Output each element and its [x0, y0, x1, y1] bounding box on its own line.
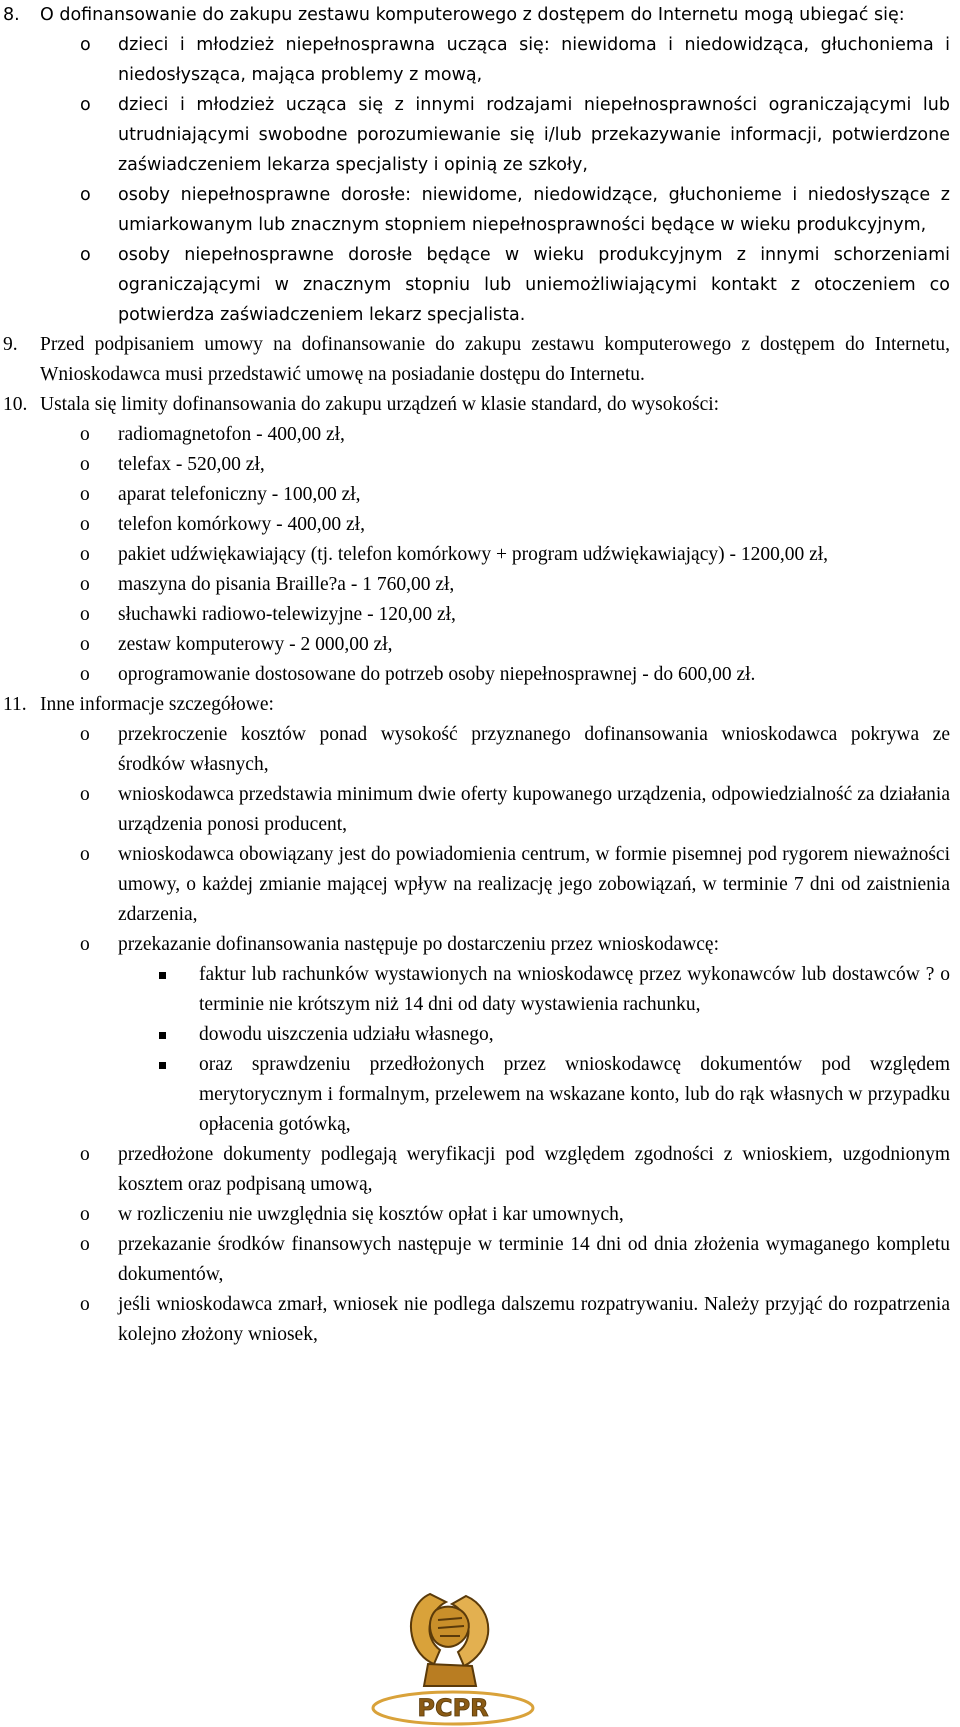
list-item: o telefon komórkowy - 400,00 zł, [0, 510, 960, 540]
list-item: o słuchawki radiowo-telewizyjne - 120,00 zł, [0, 600, 960, 630]
list-item: o osoby niepełnosprawne dorosłe: niewidome, niedowidzące, głuchonieme i niedosłyszące z umiarkowanym lub znacznym stopniem niepełnosprawności będące w wieku produkcyjnym, [0, 180, 960, 240]
bullet-marker: o [80, 1294, 90, 1315]
bullet-marker: o [80, 844, 90, 865]
list-item: o przedłożone dokumenty podlegają weryfikacji pod względem zgodności z wnioskiem, uzgodnionym kosztem oraz podpisaną umową, [0, 1140, 960, 1200]
list-item: o przekroczenie kosztów ponad wysokość przyznanego dofinansowania wnioskodawca pokrywa ze środków własnych, [0, 720, 960, 780]
list-item: o osoby niepełnosprawne dorosłe będące w wieku produkcyjnym z innymi schorzeniami ograniczającymi w znacznym stopniu lub uniemożliwiającymi kontakt z otoczeniem co potwierdza zaświadczeniem lekarz specjalista. [0, 240, 960, 330]
list-item: o radiomagnetofon - 400,00 zł, [0, 420, 960, 450]
bullet-marker: o [80, 544, 90, 565]
list-item: o wnioskodawca przedstawia minimum dwie oferty kupowanego urządzenia, odpowiedzialność za działania urządzenia ponosi producent, [0, 780, 960, 840]
list-item: o przekazanie środków finansowych następuje w terminie 14 dni od dnia złożenia wymaganego kompletu dokumentów, [0, 1230, 960, 1290]
signing-hands-icon [411, 1594, 488, 1686]
list-item: o aparat telefoniczny - 100,00 zł, [0, 480, 960, 510]
section-text: O dofinansowanie do zakupu zestawu komputerowego z dostępem do Internetu mogą ubiegać się: [40, 5, 905, 25]
list-item: o telefax - 520,00 zł, [0, 450, 960, 480]
list-item: o w rozliczeniu nie uwzględnia się kosztów opłat i kar umownych, [0, 1200, 960, 1230]
sub-list-item: oraz sprawdzeniu przedłożonych przez wnioskodawcę dokumentów pod względem merytorycznym i formalnym, przelewem na wskazane konto, lub do rąk własnych w przypadku opłacenia gotówką, [0, 1050, 960, 1140]
bullet-marker: o [80, 514, 90, 535]
section-number: 11. [3, 694, 27, 715]
section-text: Przed podpisaniem umowy na dofinansowanie do zakupu zestawu komputerowego z dostępem do Internetu, Wnioskodawca musi przedstawić umowę na posiadanie dostępu do Internetu. [40, 334, 950, 385]
bullet-marker: o [80, 604, 90, 625]
section-number: 8. [3, 5, 20, 25]
bullet-marker: o [80, 35, 91, 55]
bullet-marker: o [80, 664, 90, 685]
section-text: Ustala się limity dofinansowania do zakupu urządzeń w klasie standard, do wysokości: [40, 394, 720, 415]
bullet-marker: o [80, 1144, 90, 1165]
section-number: 10. [3, 394, 28, 415]
bullet-marker: o [80, 574, 90, 595]
bullet-marker: o [80, 245, 91, 265]
bullet-marker: o [80, 784, 90, 805]
bullet-marker: o [80, 934, 90, 955]
sub-list-item: faktur lub rachunków wystawionych na wnioskodawcę przez wykonawców lub dostawców ? o terminie nie krótszym niż 14 dni od daty wystawienia rachunku, [0, 960, 960, 1020]
bullet-marker: o [80, 185, 91, 205]
list-item: o dzieci i młodzież ucząca się z innymi rodzajami niepełnosprawności ograniczającymi lub utrudniającymi swobodne porozumiewanie się i/lub przekazywanie informacji, potwierdzone zaświadczeniem lekarza specjalisty i opinią ze szkoły, [0, 90, 960, 180]
square-bullet-icon [159, 972, 166, 979]
list-item: o jeśli wnioskodawca zmarł, wniosek nie podlega dalszemu rozpatrywaniu. Należy przyjąć do rozpatrzenia kolejno złożony wniosek, [0, 1290, 960, 1350]
pcpr-logo [368, 1590, 538, 1727]
section-8 [0, 0, 960, 30]
bullet-marker: o [80, 424, 90, 445]
logo-text: PCPR [417, 1694, 489, 1722]
bullet-marker: o [80, 1234, 90, 1255]
list-item: o pakiet udźwiękawiający (tj. telefon komórkowy + program udźwiękawiający) - 1200,00 zł, [0, 540, 960, 570]
list-item: o wnioskodawca obowiązany jest do powiadomienia centrum, w formie pisemnej pod rygorem nieważności umowy, o każdej zmianie mającej wpływ na realizację jego zobowiązań, w terminie 7 dni od zaistnienia zdarzenia, [0, 840, 960, 930]
section-9 [0, 330, 960, 390]
list-item: o maszyna do pisania Braille?a - 1 760,00 zł, [0, 570, 960, 600]
bullet-marker: o [80, 454, 90, 475]
bullet-marker: o [80, 1204, 90, 1225]
list-item: o zestaw komputerowy - 2 000,00 zł, [0, 630, 960, 660]
bullet-marker: o [80, 484, 90, 505]
section-number: 9. [3, 334, 18, 355]
list-item: o przekazanie dofinansowania następuje po dostarczeniu przez wnioskodawcę: [0, 930, 960, 960]
square-bullet-icon [159, 1062, 166, 1069]
section-text: Inne informacje szczegółowe: [40, 694, 274, 715]
sub-list-item: dowodu uiszczenia udziału własnego, [0, 1020, 960, 1050]
bullet-marker: o [80, 95, 91, 115]
section-10 [0, 390, 960, 420]
square-bullet-icon [159, 1032, 166, 1039]
list-item: o oprogramowanie dostosowane do potrzeb osoby niepełnosprawnej - do 600,00 zł. [0, 660, 960, 690]
bullet-marker: o [80, 724, 90, 745]
section-11 [0, 690, 960, 720]
list-item: o dzieci i młodzież niepełnosprawna ucząca się: niewidoma i niedowidząca, głuchoniema i niedosłysząca, mająca problemy z mową, [0, 30, 960, 90]
bullet-marker: o [80, 634, 90, 655]
